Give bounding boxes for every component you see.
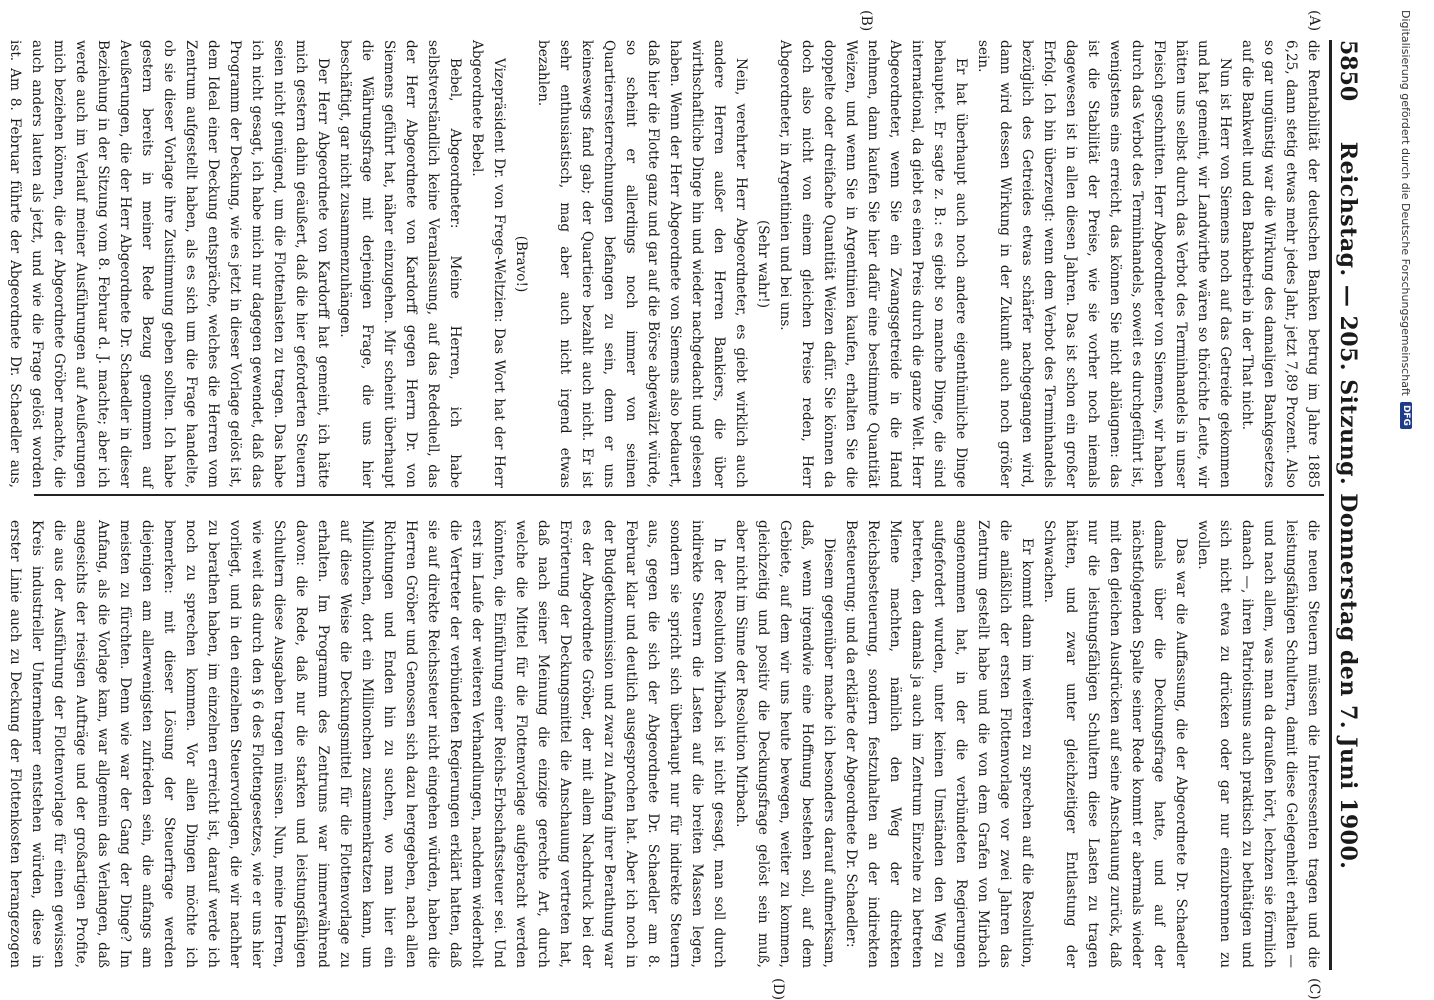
margin-marker-d: (D) bbox=[770, 978, 786, 1000]
speaker-intro: Vizepräsident Dr. von Frege-Weltzien: Das Wort hat der Herr Abgeordnete Bebel. bbox=[469, 40, 507, 488]
page-header bbox=[1329, 40, 1364, 970]
paragraph: Nun ist Herr von Siemens noch auf das Getreide gekommen und hat gemeint, wir Landwirthe wären so thörichte Leute, wir hätten uns selbst durch das Verbot des Terminhandels in unser Fleisch geschnitten. Herr Abgeordneter von Siemens, wir haben durch das Verbot des Terminhandels, soweit es durchgeführt ist, wenigstens eins erreicht, das können Sie nicht abläugnen: das ist die Stabilität der Preise, wie sie vorher noch niemals dagewesen ist in allen diesen Jahren. Das ist schon ein großer Erfolg. Ich bin überzeugt: wenn dem Verbot des Terminhandels bezüglich des Getreides etwas schärfer nachgegangen wird, dann wird dessen Wirkung in der Zukunft auch noch größer sein. bbox=[975, 40, 1233, 488]
paragraph: Der Herr Abgeordnete von Kardorff hat gemeint, ich hätte mich gestern dahin geäußert, daß die hier geforderten Steuern seien nicht genügend, um die Flottenlasten zu tragen. Das habe ich nicht gesagt, ich habe mich nur dagegen gewendet, daß das Programm der Deckung, wie es jetzt in dieser Vorlage gelöst ist, dem Ideal einer Deckung entspräche, welches die Herren vom Zentrum aufgestellt haben, als es sich um die Frage handelte, ob sie dieser Vorlage ihre Zustimmung geben sollten. Ich habe gestern bereits in meiner Rede Bezug genommen auf Aeußerungen, die der Herr Abgeordnete Dr. Schaedler in dieser Beziehung in der Sitzung vom 8. Februar d. J. machte; aber ich werde auch im Verlauf meiner Ausführungen auf Aeußerungen mich beziehen können, die der Abgeordnete Gröber machte, die auch anders lauten als jetzt, und wie die Frage gelöst worden ist. Am 8. Februar führte der Abgeordnete Dr. Schaedler aus, bbox=[7, 40, 331, 488]
dfg-logo: DFG bbox=[1400, 402, 1412, 429]
page-number: 5850 bbox=[1335, 40, 1361, 102]
paragraph: die neuen Steuern müssen die Interessenten tragen und die leistungsfähigen Schultern, damit diese Gelegenheit erhalten — und nach allem, was man da draußen hört, lechzen sie förmlich danach —, ihren Patriotismus auch praktisch zu bethätigen und sich nicht etwa zu drücken oder gar nur einzubrennen zu wollen. bbox=[1195, 520, 1321, 968]
margin-marker-c: (C) bbox=[1306, 978, 1322, 1000]
footer-credit bbox=[1398, 10, 1414, 990]
interjection: (Sehr wahr!) bbox=[755, 220, 771, 308]
paragraph: Nein, verehrter Herr Abgeordneter, es giebt wirklich auch andere Herren außer den Herren Bankiers, die über wirthschaftliche Dinge hin und wieder nachgedacht und gelesen haben. Wenn der Herr Abgeordnete von Siemens also bedauert, daß hier die Flotte ganz und gar auf die Börse abgewälzt würde, so scheint er allerdings noch immer von seinen Quartierresterrechnungen befangen zu sein, denn er uns keineswegs fand gab; der Quartiere bezahlt auch nicht. Er ist sehr enthusiastisch, mag aber auch nicht irgend etwas bezahlen. bbox=[535, 40, 749, 488]
credit-text: Digitalisierung gefördert durch die Deutsche Forschungsgemeinschaft bbox=[1399, 10, 1413, 396]
margin-marker-a: (A) bbox=[1306, 10, 1322, 32]
right-column bbox=[7, 520, 1324, 968]
paragraph: Bebel, Abgeordneter: Meine Herren, ich habe selbstverständlich keine Veranlassung, auf das Rededuell, das der Herr Abgeordnete von Kardorff gegen Herrn Dr. von Siemens geführt hat, näher einzugehen. Mir scheint überhaupt die Währungsfrage mit derjenigen Frage, die uns hier beschäftigt, gar nicht zusammenzuhängen. bbox=[337, 40, 463, 488]
page-title: Reichstag. — 205. Sitzung. Donnerstag den 7. Juni 1900. bbox=[1335, 141, 1361, 870]
interjection: (Bravo!) bbox=[513, 235, 529, 293]
paragraph: die Rentabilität der deutschen Banken betrug im Jahre 1885 6,25, dann stetig etwas mehr jedes Jahr, jetzt 7,89 Prozent. Also so gar ungünstig war die Wirkung des damaligen Bankgesetzes auf die Bankwelt und den Bankbetrieb in der That nicht. bbox=[1239, 40, 1321, 488]
paragraph: Er hat überhaupt auch noch andere eigenthümliche Dinge behauptet. Er sagte z. B.: es giebt so manche Dinge, die sind international, da giebt es einen Preis durch die ganze Welt. Herr Abgeordneter, wenn Sie ein Zwangsgetreide in die Hand nehmen, dann kaufen Sie hier dafür eine bestimmte Quantität Weizen, und wenn Sie in Argentinien kaufen, erhalten Sie die doppelte oder dreifache Quantität Weizen dafür. Sie können da doch also nicht von einem gleichen Preise reden, Herr Abgeordneter, in Argentinien und bei uns. bbox=[777, 40, 969, 488]
paragraph: Er kommt dann im weiteren zu sprechen auf die Resolution, die anläßlich der ersten Flottenvorlage vor zwei Jahren das Zentrum gestellt habe und die von dem Grafen von Mirbach angenommen hat, in der die verbündeten Regierungen aufgefordert wurden, unter keinen Umständen den Weg zu betreten, den damals ja auch im Zentrum Einzelne zu betreten Miene machten, nämlich den Weg der direkten Reichsbesteuerung, sondern festzuhalten an der indirekten Besteuerung; und da erklärte der Abgeordnete Dr. Schaedler: bbox=[843, 520, 1035, 968]
quote-paragraph: Diesem gegenüber mache ich besonders darauf aufmerksam, daß, wenn irgendwie eine Hoffnung bestehen soll, auf dem Gebiete, auf dem wir uns heute bewegen, weiter zu kommen, gleichzeitig und positiv die Deckungsfrage gelöst sein muß, aber nicht im Sinne der Resolution Mirbach. bbox=[733, 520, 837, 968]
paragraph: Das war die Auffassung, die der Abgeordnete Dr. Schaedler damals über die Deckungsfrage hatte, und auf der nächstfolgenden Spalte seiner Rede kommt er abermals wieder mit den gleichen Ausdrücken auf seine Anschauung zurück, daß nur die leistungsfähigen Schultern diese Lasten zu tragen hätten, und zwar unter gleichzeitiger Entlastung der Schwachen. bbox=[1041, 520, 1189, 968]
margin-marker-b: (B) bbox=[858, 10, 874, 32]
paragraph: In der Resolution Mirbach ist nicht gesagt, man soll durch indirekte Steuern die Lasten auf die breiten Massen legen, sondern sie spricht sich überhaupt nur für indirekte Steuern aus, gegen die sich der Abgeordnete Dr. Schaedler am 8. Februar klar und deutlich ausgesprochen hat. Aber ich noch in der Budgetkommission und zwar zu Anfang ihrer Berathung war es der Abgeordnete Gröber, der mit allem Nachdruck bei der Erörterung der Deckungsmittel die Anschauung vertreten hat, daß nach seiner Meinung die einzige gerechte Art, durch welche die Mittel für die Flottenvorlage aufgebracht werden könnten, die Einführung einer Reichs-Erbschaftssteuer sei. Und erst im Laufe der weiteren Verhandlungen, nachdem wiederholt die Vertreter der verbündeten Regierungen erklärt hatten, daß sie auf direkte Reichssteuer nicht eingehen würden, haben die Herren Gröber und Genossen sich dazu hergegeben, nach allen Richtungen und Enden hin zu suchen, wo man hier ein Millionchen, dort ein Millionchen zusammenkratzen kann, um auf diese Weise die Deckungsmittel für die Flottenvorlage zu erhalten. Im Programm des Zentrums war immerwährend davon: die Rede, daß nur die starken und leistungsfähigen Schultern diese Ausgaben tragen müssen. Nun, meine Herren, wie weit das durch den § 6 des Flottengesetzes, wie er uns hier vorliegt, und in den einzelnen Steuervorlagen, die wir nachher zu berathen haben, im einzelnen erreicht ist, darauf werde ich noch zu sprechen kommen. Vor allen Dingen möchte ich bemerken: mit dieser Lösung der Steuerfrage werden diejenigen am allerwenigsten zufrieden sein, die anfangs am meisten zu fürchten. Denn wie war der Gang der Dinge? Im Anfang, als die Vorlage kam, war allgemein das Verlangen, daß angesichts der riesigen Aufträge und der großartigen Profite, die aus der Ausführung der Flottenvorlage für einen gewissen Kreis industrieller Unternehmer entstehen würden, diese in erster Linie auch zu Deckung der Flottenkosten herangezogen bbox=[7, 520, 727, 968]
column-divider bbox=[34, 494, 1324, 496]
left-column bbox=[7, 40, 1324, 488]
